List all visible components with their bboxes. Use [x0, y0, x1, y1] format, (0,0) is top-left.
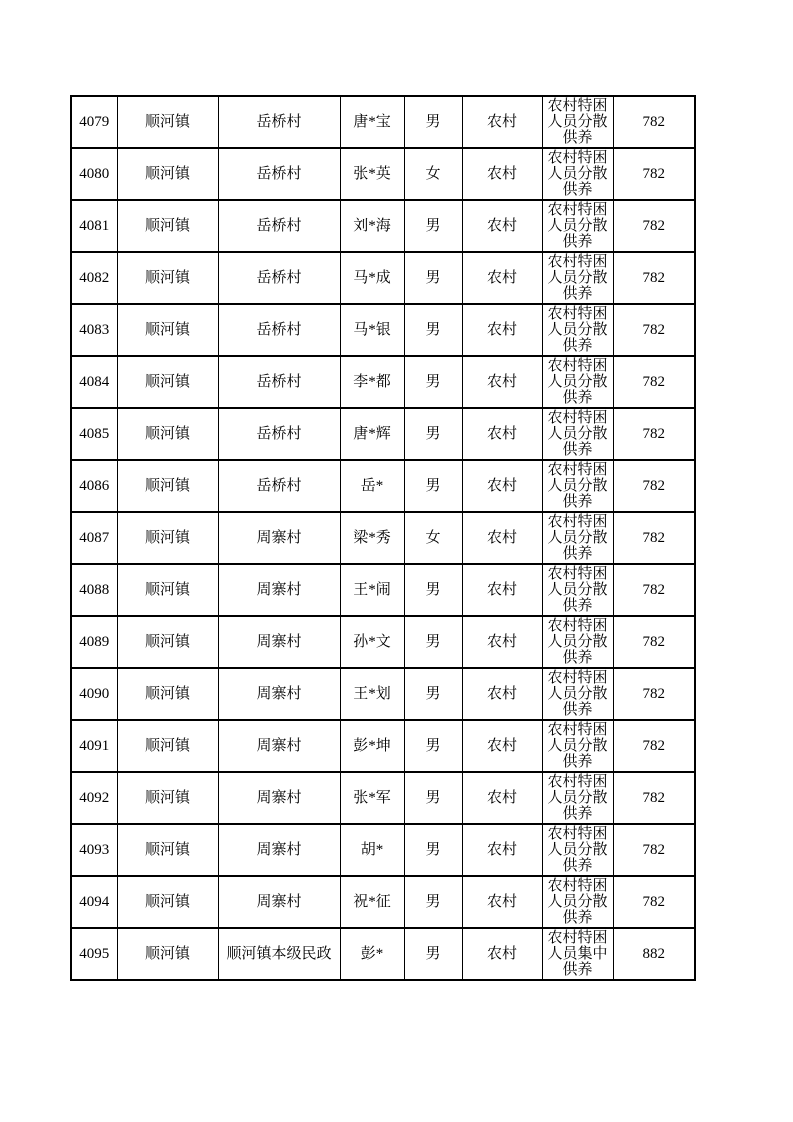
area-type-cell: 农村	[462, 96, 542, 148]
table-body	[71, 96, 695, 980]
gender-cell: 男	[404, 304, 462, 356]
table-row	[71, 460, 695, 512]
town-cell: 顺河镇	[117, 720, 218, 772]
table-row	[71, 304, 695, 356]
town-cell: 顺河镇	[117, 564, 218, 616]
gender-cell: 男	[404, 564, 462, 616]
support-category-cell: 农村特困人员分散供养	[542, 772, 613, 824]
person-name-cell: 胡*	[340, 824, 404, 876]
amount-cell: 782	[613, 876, 695, 928]
support-category-cell: 农村特困人员分散供养	[542, 720, 613, 772]
village-or-unit-cell: 周寨村	[218, 616, 340, 668]
amount-cell: 782	[613, 720, 695, 772]
amount-cell: 882	[613, 928, 695, 980]
area-type-cell: 农村	[462, 200, 542, 252]
amount-cell: 782	[613, 772, 695, 824]
table-row	[71, 876, 695, 928]
town-cell: 顺河镇	[117, 876, 218, 928]
gender-cell: 男	[404, 720, 462, 772]
table-row	[71, 668, 695, 720]
amount-cell: 782	[613, 512, 695, 564]
sequence-number-cell: 4094	[71, 876, 117, 928]
amount-cell: 782	[613, 200, 695, 252]
town-cell: 顺河镇	[117, 304, 218, 356]
support-category-cell: 农村特困人员分散供养	[542, 824, 613, 876]
sequence-number-cell: 4086	[71, 460, 117, 512]
sequence-number-cell: 4090	[71, 668, 117, 720]
person-name-cell: 马*成	[340, 252, 404, 304]
table-row	[71, 356, 695, 408]
support-category-cell: 农村特困人员分散供养	[542, 460, 613, 512]
amount-cell: 782	[613, 460, 695, 512]
sequence-number-cell: 4088	[71, 564, 117, 616]
area-type-cell: 农村	[462, 720, 542, 772]
area-type-cell: 农村	[462, 876, 542, 928]
support-category-cell: 农村特困人员分散供养	[542, 668, 613, 720]
benefit-roster-table	[70, 95, 696, 981]
sequence-number-cell: 4091	[71, 720, 117, 772]
area-type-cell: 农村	[462, 772, 542, 824]
village-or-unit-cell: 周寨村	[218, 876, 340, 928]
table-row	[71, 408, 695, 460]
village-or-unit-cell: 岳桥村	[218, 200, 340, 252]
town-cell: 顺河镇	[117, 96, 218, 148]
village-or-unit-cell: 岳桥村	[218, 252, 340, 304]
table-row	[71, 512, 695, 564]
gender-cell: 男	[404, 668, 462, 720]
support-category-cell: 农村特困人员分散供养	[542, 252, 613, 304]
support-category-cell: 农村特困人员分散供养	[542, 876, 613, 928]
town-cell: 顺河镇	[117, 616, 218, 668]
village-or-unit-cell: 周寨村	[218, 564, 340, 616]
person-name-cell: 梁*秀	[340, 512, 404, 564]
sequence-number-cell: 4092	[71, 772, 117, 824]
sequence-number-cell: 4079	[71, 96, 117, 148]
person-name-cell: 刘*海	[340, 200, 404, 252]
table-row	[71, 772, 695, 824]
amount-cell: 782	[613, 616, 695, 668]
amount-cell: 782	[613, 356, 695, 408]
village-or-unit-cell: 周寨村	[218, 668, 340, 720]
sequence-number-cell: 4089	[71, 616, 117, 668]
sequence-number-cell: 4084	[71, 356, 117, 408]
sequence-number-cell: 4095	[71, 928, 117, 980]
person-name-cell: 岳*	[340, 460, 404, 512]
person-name-cell: 张*英	[340, 148, 404, 200]
town-cell: 顺河镇	[117, 148, 218, 200]
sequence-number-cell: 4085	[71, 408, 117, 460]
gender-cell: 女	[404, 148, 462, 200]
person-name-cell: 唐*辉	[340, 408, 404, 460]
table-row	[71, 200, 695, 252]
gender-cell: 男	[404, 928, 462, 980]
village-or-unit-cell: 岳桥村	[218, 356, 340, 408]
gender-cell: 男	[404, 252, 462, 304]
person-name-cell: 李*都	[340, 356, 404, 408]
gender-cell: 男	[404, 616, 462, 668]
amount-cell: 782	[613, 252, 695, 304]
village-or-unit-cell: 岳桥村	[218, 408, 340, 460]
gender-cell: 男	[404, 824, 462, 876]
town-cell: 顺河镇	[117, 408, 218, 460]
support-category-cell: 农村特困人员分散供养	[542, 564, 613, 616]
town-cell: 顺河镇	[117, 200, 218, 252]
area-type-cell: 农村	[462, 928, 542, 980]
table-row	[71, 252, 695, 304]
amount-cell: 782	[613, 304, 695, 356]
table-row	[71, 928, 695, 980]
sequence-number-cell: 4083	[71, 304, 117, 356]
table-row	[71, 720, 695, 772]
person-name-cell: 彭*	[340, 928, 404, 980]
gender-cell: 男	[404, 356, 462, 408]
gender-cell: 男	[404, 96, 462, 148]
town-cell: 顺河镇	[117, 824, 218, 876]
table-row	[71, 148, 695, 200]
village-or-unit-cell: 周寨村	[218, 512, 340, 564]
village-or-unit-cell: 岳桥村	[218, 96, 340, 148]
town-cell: 顺河镇	[117, 772, 218, 824]
person-name-cell: 唐*宝	[340, 96, 404, 148]
person-name-cell: 祝*征	[340, 876, 404, 928]
sequence-number-cell: 4080	[71, 148, 117, 200]
support-category-cell: 农村特困人员分散供养	[542, 512, 613, 564]
support-category-cell: 农村特困人员分散供养	[542, 408, 613, 460]
person-name-cell: 王*闹	[340, 564, 404, 616]
amount-cell: 782	[613, 96, 695, 148]
support-category-cell: 农村特困人员分散供养	[542, 200, 613, 252]
table-row	[71, 824, 695, 876]
area-type-cell: 农村	[462, 408, 542, 460]
support-category-cell: 农村特困人员集中供养	[542, 928, 613, 980]
area-type-cell: 农村	[462, 252, 542, 304]
village-or-unit-cell: 周寨村	[218, 824, 340, 876]
person-name-cell: 孙*文	[340, 616, 404, 668]
amount-cell: 782	[613, 148, 695, 200]
table-row	[71, 96, 695, 148]
person-name-cell: 彭*坤	[340, 720, 404, 772]
table-row	[71, 564, 695, 616]
amount-cell: 782	[613, 564, 695, 616]
gender-cell: 女	[404, 512, 462, 564]
sequence-number-cell: 4081	[71, 200, 117, 252]
person-name-cell: 王*划	[340, 668, 404, 720]
sequence-number-cell: 4087	[71, 512, 117, 564]
gender-cell: 男	[404, 772, 462, 824]
sequence-number-cell: 4093	[71, 824, 117, 876]
area-type-cell: 农村	[462, 564, 542, 616]
person-name-cell: 张*军	[340, 772, 404, 824]
support-category-cell: 农村特困人员分散供养	[542, 616, 613, 668]
area-type-cell: 农村	[462, 356, 542, 408]
village-or-unit-cell: 岳桥村	[218, 460, 340, 512]
area-type-cell: 农村	[462, 148, 542, 200]
support-category-cell: 农村特困人员分散供养	[542, 148, 613, 200]
area-type-cell: 农村	[462, 668, 542, 720]
sequence-number-cell: 4082	[71, 252, 117, 304]
town-cell: 顺河镇	[117, 460, 218, 512]
village-or-unit-cell: 岳桥村	[218, 148, 340, 200]
amount-cell: 782	[613, 824, 695, 876]
town-cell: 顺河镇	[117, 512, 218, 564]
town-cell: 顺河镇	[117, 252, 218, 304]
person-name-cell: 马*银	[340, 304, 404, 356]
area-type-cell: 农村	[462, 304, 542, 356]
village-or-unit-cell: 顺河镇本级民政	[218, 928, 340, 980]
area-type-cell: 农村	[462, 616, 542, 668]
village-or-unit-cell: 岳桥村	[218, 304, 340, 356]
area-type-cell: 农村	[462, 460, 542, 512]
amount-cell: 782	[613, 668, 695, 720]
amount-cell: 782	[613, 408, 695, 460]
town-cell: 顺河镇	[117, 928, 218, 980]
area-type-cell: 农村	[462, 512, 542, 564]
village-or-unit-cell: 周寨村	[218, 772, 340, 824]
support-category-cell: 农村特困人员分散供养	[542, 356, 613, 408]
town-cell: 顺河镇	[117, 668, 218, 720]
area-type-cell: 农村	[462, 824, 542, 876]
gender-cell: 男	[404, 460, 462, 512]
support-category-cell: 农村特困人员分散供养	[542, 304, 613, 356]
town-cell: 顺河镇	[117, 356, 218, 408]
support-category-cell: 农村特困人员分散供养	[542, 96, 613, 148]
gender-cell: 男	[404, 200, 462, 252]
gender-cell: 男	[404, 408, 462, 460]
gender-cell: 男	[404, 876, 462, 928]
village-or-unit-cell: 周寨村	[218, 720, 340, 772]
table-row	[71, 616, 695, 668]
